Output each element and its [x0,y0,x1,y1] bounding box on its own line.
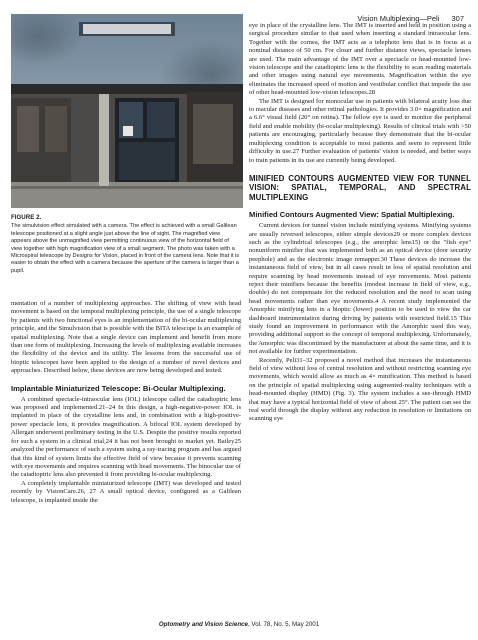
journal-issue: , Vol. 78, No. 5, May 2001 [247,621,320,628]
figure-2-photo [11,14,243,208]
figure-caption [11,214,241,275]
figure-title: FIGURE 2. [11,214,42,221]
right-column [249,22,471,424]
paragraph: The IMT is designed for monocular use in patients with bilateral acuity loss due to macular diseases and other retinal pathologies. It provides 3.0× magnification and a 6.6° visual field (20° on retina). The fellow eye is used to monitor the peripheral field and enable mobility (bi-ocular multiplexing). Results of clinical trials with >50 patients are encouraging, particularly because they demonstrate that the bi-ocular multiplexing condition is acceptable to most patients and seem to represent little difficulty in use.27 Further evaluation of patients' vision is needed, and better ways to train patients in its use are currently being developed. [249,97,471,164]
paragraph: A combined spectacle-intraocular lens (IOL) telescope called the catadioptric lens was proposed and implemented.21–24 In this design, a high-negative-power IOL is implanted in place of the crystalline lens and, in combination with a high-positive-power spectacle lens, it provides magnification. A bifocal IOL system developed by Allergan underwent preliminary testing in the U.S. Despite the positive results reported for such a system in a clinical trial,24 it has not been brought to market yet. Bailey25 analyzed the performance of such a system using a ray-tracing program and has argued that this kind of system limits the effective field of view because it prevents scanning with eye movements and requires scanning with head movements. The binocular use of the catadioptric lens also prevented it from providing bi-ocular multiplexing. [11,395,241,479]
section-heading-minified-contours: MINIFIED CONTOURS AUGMENTED VIEW FOR TUNNEL VISION: SPATIAL, TEMPORAL, AND SPECTRAL MULTIPLEXING [249,173,471,202]
subsection-heading-spatial-multiplexing: Minified Contours Augmented View: Spatial Multiplexing. [249,210,455,220]
section-heading-implantable-telescope: Implantable Miniaturized Telescope: Bi-Ocular Multiplexing. [11,383,226,393]
paragraph: A completely implantable miniaturized telescope (IMT) was developed and tested recently by VisionCare.26, 27 A small optical device, configured as a Galilean telescope, is implanted inside the [11,479,241,504]
paragraph: Recently, Peli31–32 proposed a novel method that increases the instantaneous field of view without loss of central resolution and without restricting scanning eye movements, which would allow as much as 4× minification. This method is based on the principle of spatial multiplexing using augmented-reality techniques with a head-mounted display (HMD) (Fig. 3). The system includes a see-through HMD that may have a typical horizontal field of view of about 25°. The patient can see the real world through the display without any reduction in resolution or limitations on scanning eye [249,356,471,423]
journal-name: Optometry and Vision Science [158,621,248,628]
paragraph: Current devices for tunnel vision include minifying systems. Minifying systems are usually reversed telescopes, either simple devices29 or more complex devices such as the cylindrical telescopes (e.g., the amorphic lens15) or the "fish eye" nonuniform minifier that was implemented both as an optical device (door security peephole) and as the electronic image remapper.30 These devices do increase the instantaneous field of view, but in all cases result in loss of spatial resolution and require scanning by head movements instead of eye movements. Most patients reject their minifiers because the benefits (modest increase in field of view, e.g., double) do not compensate for the reduced resolution and the need to scan using head movements rather than eye movements.4 A recent study implemented the Amorphic minifying lens in a bioptic (lower) position to be used to view the car dashboard instrumentation during driving by patients with restricted field.15 This study found an improvement in performance with the Amorphic used this way, providing additional support to the concept of temporal multiplexing. Unfortunately, the Amorphic was discontinued by the manufacturer at about the same time, and it is not available for further experimentation. [249,222,471,356]
building-photo-illustration [11,14,243,208]
page-number: 307 [451,14,464,23]
paragraph: mentation of a number of multiplexing approaches. The shifting of view with head movement is based on the temporal multiplexing principle, the use of a single telescope by patients with two functional eyes is an implementation of the bi-ocular multiplexing principle, and the Simulvision that is possible with the BITA telescope is an example of spatial multiplexing. Note that a single device can implement and benefit from more than one form of multiplexing. Increasing the levels of multiplexing available increases the flexibility of the device and its utility. The lessons from the successful use of bioptic telescopes have been applied to the design of a number of novel devices and approaches. Described below, these devices are now being developed and tested. [11,300,241,375]
running-title: Vision Multiplexing—Peli [357,14,440,23]
left-column [11,300,241,505]
page-footer [0,621,478,628]
figure-caption-text: The simulvision effect simulated with a camera. The effect is achieved with a small Galilean telescope positioned at a slight angle just above the line of sight. The magnified view appears above the unmagnified view permitting continuous view of the horizontal field of view together with high magnification view of a small segment. The photo was taken with a Microspiral telescope by Designs for Vision, placed in front of the camera lens. Note that it is easier to obtain the effect with a camera because the aperture of the camera is larger than a pupil. [11,223,240,274]
paragraph: eye in place of the crystalline lens. The IMT is inserted and held in position using a surgical procedure similar to that used when inserting a standard intraocular lens. Together with the cornea, the IMT acts as a telephoto lens that is in focus at a nominal distance of 50 cm. For closer and further distance views, spectacle lenses are used. The main advantage of the IMT over a spectacle or head-mounted low-vision telescope and the catadioptric lens is the flexibility to scan reading materials and other images using natural eye movements. Magnification within the eye eliminates the increased speed of motion and vestibular conflict that impede the use of other head-mounted low-vision telescopes.28 [249,22,471,97]
